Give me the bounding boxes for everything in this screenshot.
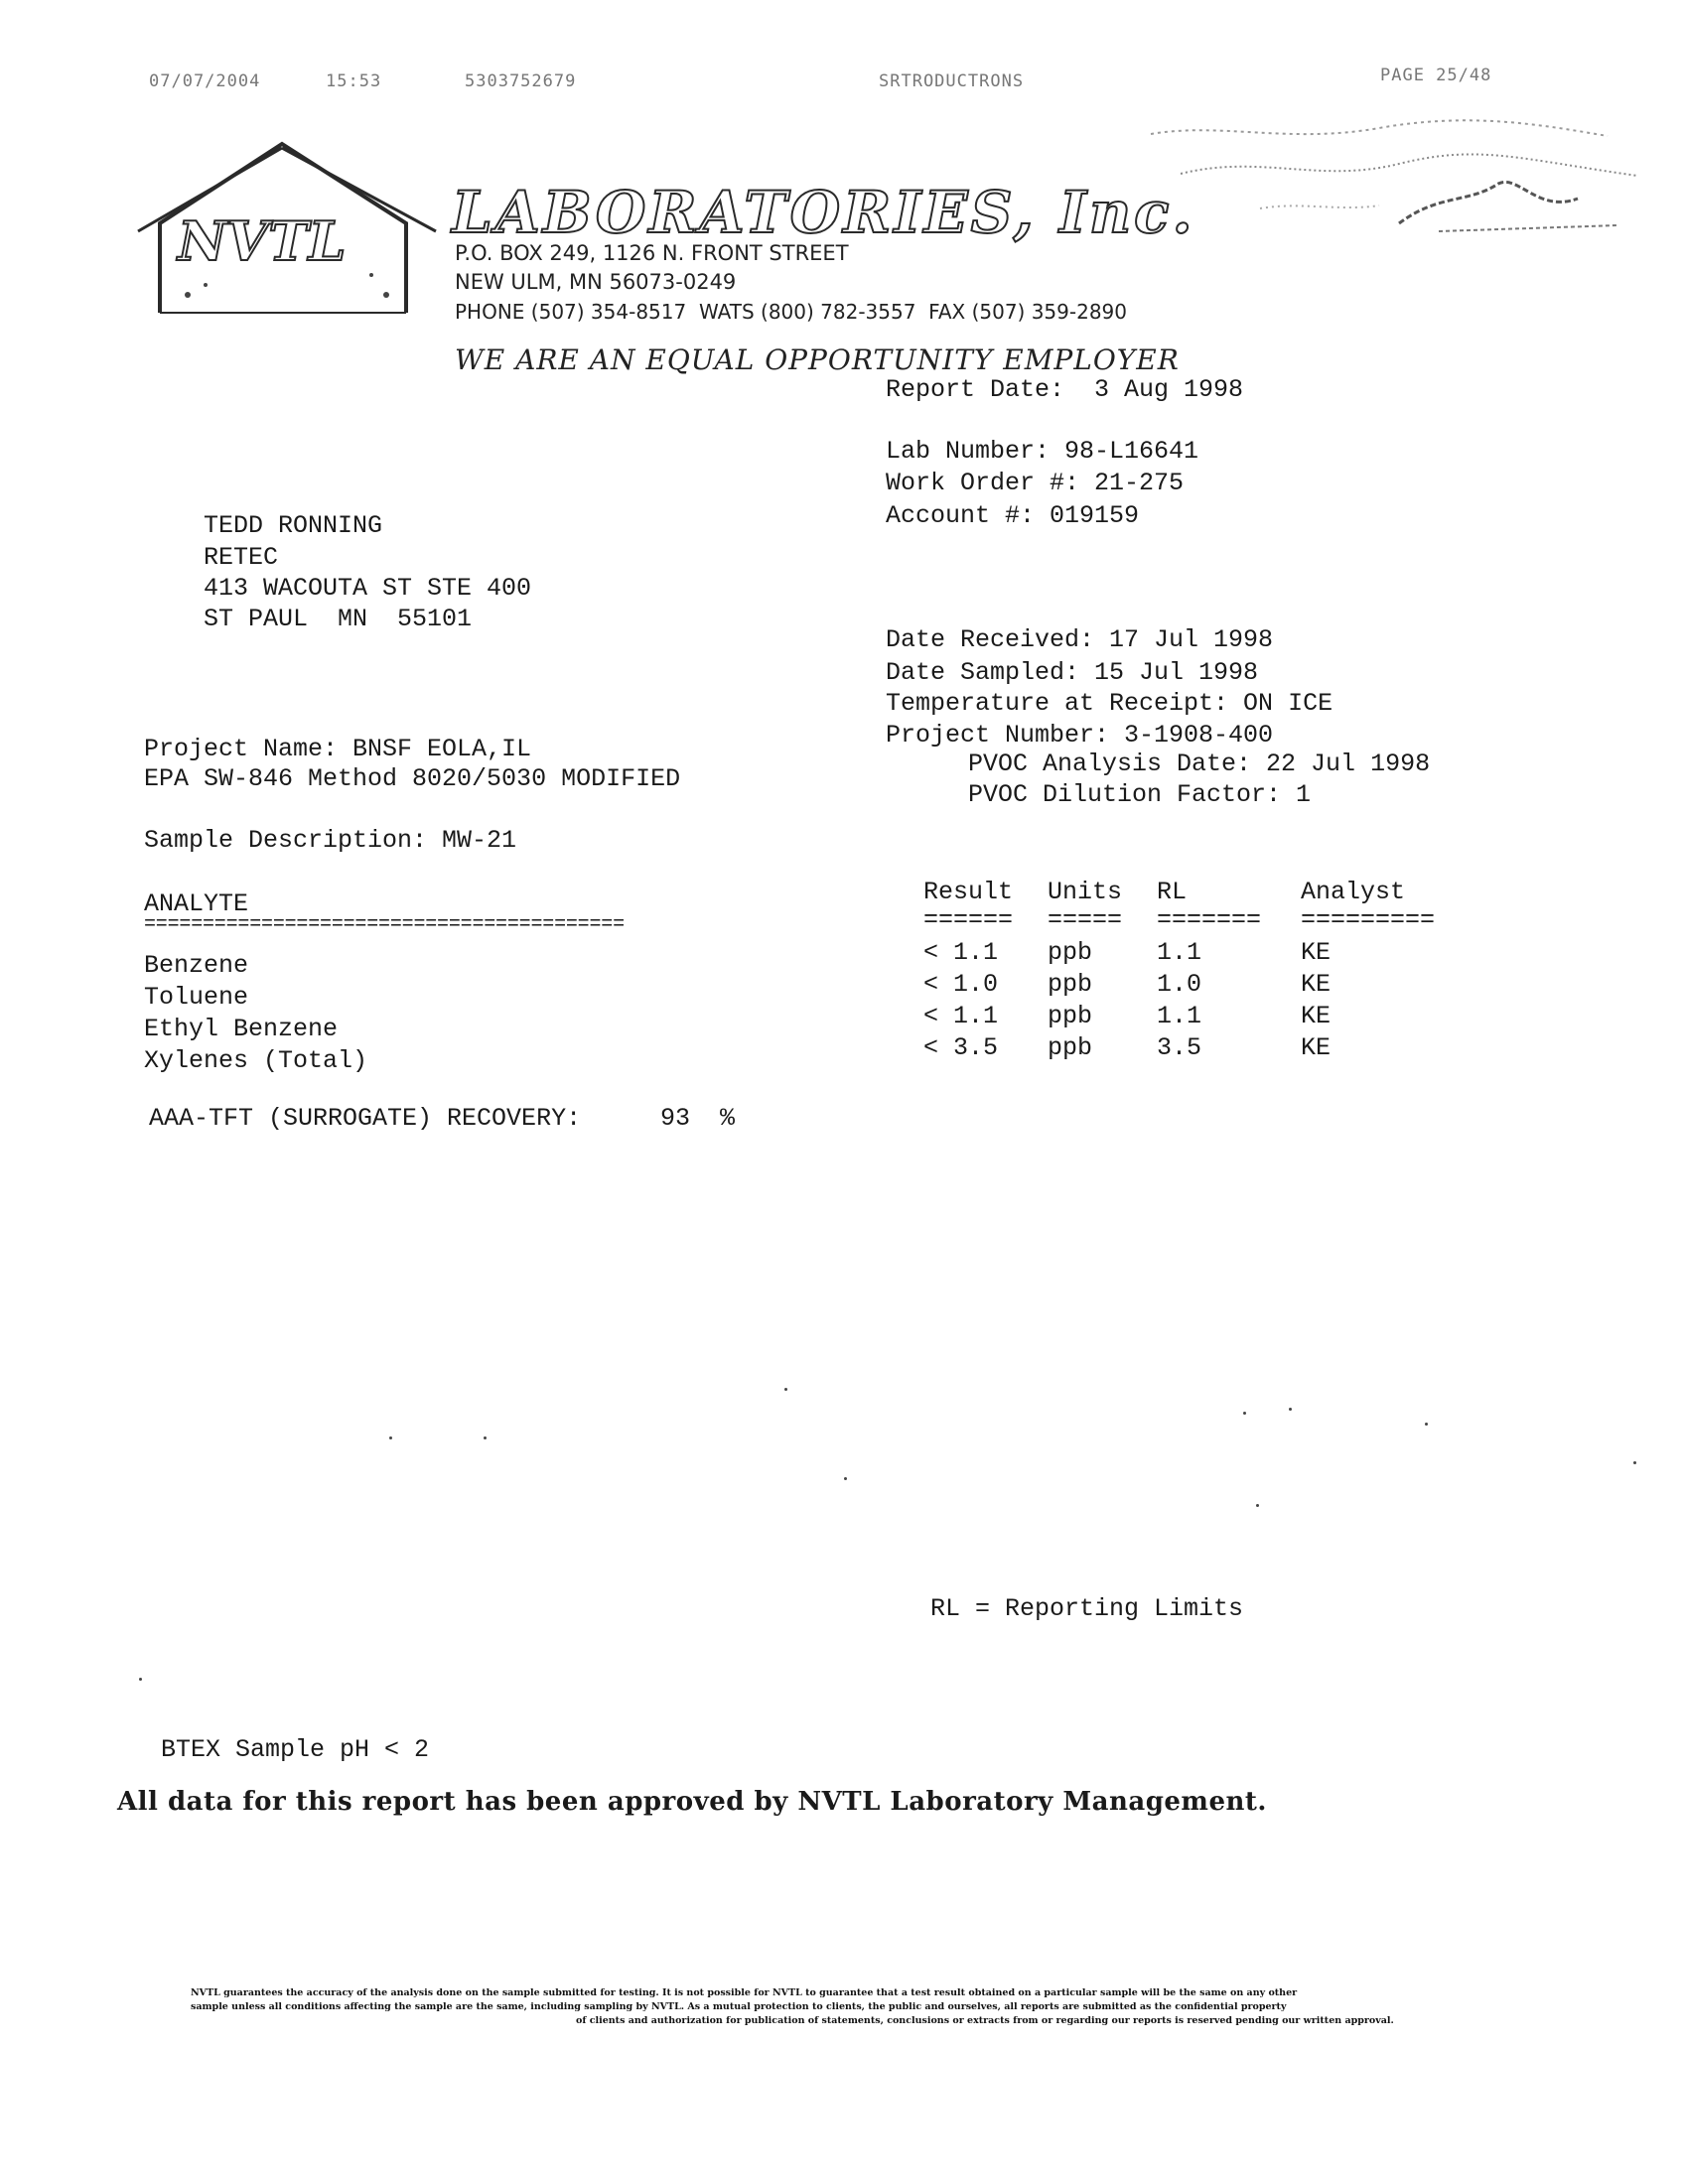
disclaimer-line3: of clients and authorization for publication of statements, conclusions or extracts from or regarding our reports is reserved pending our written approval. (576, 2015, 1394, 2026)
disclaimer-line2: sample unless all conditions affecting the sample are the same, including sampling by NVTL. As a mutual protection to clients, the public and ourselves, all reports are submitted as the confidential property (191, 2001, 1287, 2012)
signature-stamp (1122, 95, 1638, 224)
analyst-initials: KE (1301, 938, 1332, 967)
date-sampled: Date Sampled: 15 Jul 1998 (886, 658, 1259, 687)
rule-analyte: ========================================= (144, 913, 625, 936)
fax-page-number: PAGE 25/48 (1380, 66, 1492, 85)
analyte-name: Toluene (144, 983, 249, 1012)
recipient-city: ST PAUL MN 55101 (204, 605, 473, 633)
reporting-limit: 1.1 (1157, 938, 1202, 967)
analyst-initials: KE (1301, 1033, 1332, 1062)
date-received: Date Received: 17 Jul 1998 (886, 625, 1274, 654)
recipient-street: 413 WACOUTA ST STE 400 (204, 574, 532, 603)
project-name: Project Name: BNSF EOLA,IL (144, 735, 532, 763)
fax-sender: SRTRODUCTRONS (879, 71, 1025, 91)
recipient-name: TEDD RONNING (204, 511, 383, 540)
analyte-name: Benzene (144, 951, 249, 980)
analyst-initials: KE (1301, 1002, 1332, 1030)
fax-time: 15:53 (326, 71, 382, 91)
disclaimer-line1: NVTL guarantees the accuracy of the analysis done on the sample submitted for testing. It is not possible for NVTL to guarantee that a test result obtained on a particular sample will be the same on any other (191, 1987, 1298, 1998)
recipient-company: RETEC (204, 543, 279, 572)
company-phone-line: PHONE (507) 354-8517 WATS (800) 782-3557 FAX (507) 359-2890 (455, 300, 1127, 324)
header-analyst: Analyst (1301, 878, 1406, 906)
surrogate-unit: % (720, 1104, 736, 1133)
header-analyte: ANALYTE (144, 889, 249, 918)
rl-note: RL = Reporting Limits (930, 1594, 1244, 1623)
result-value: < 1.0 (923, 970, 999, 999)
result-units: ppb (1048, 1002, 1093, 1030)
header-result: Result (923, 878, 1014, 906)
pvoc-analysis-date: PVOC Analysis Date: 22 Jul 1998 (968, 750, 1431, 778)
temperature-at-receipt: Temperature at Receipt: ON ICE (886, 689, 1333, 718)
btex-ph-note: BTEX Sample pH < 2 (161, 1735, 430, 1764)
analyte-name: Ethyl Benzene (144, 1015, 339, 1043)
equal-opportunity-statement: WE ARE AN EQUAL OPPORTUNITY EMPLOYER (455, 343, 1180, 376)
project-number: Project Number: 3-1908-400 (886, 721, 1274, 750)
header-units: Units (1048, 878, 1123, 906)
test-method: EPA SW-846 Method 8020/5030 MODIFIED (144, 764, 681, 793)
report-date: Report Date: 3 Aug 1998 (886, 375, 1244, 404)
pvoc-dilution-factor: PVOC Dilution Factor: 1 (968, 780, 1312, 809)
rule-rl: ======= (1157, 905, 1262, 934)
company-logo (99, 117, 427, 296)
sample-description: Sample Description: MW-21 (144, 826, 517, 855)
rule-result: ====== (923, 905, 1014, 934)
logo-text: NVTL (178, 209, 347, 273)
account-number: Account #: 019159 (886, 501, 1140, 530)
reporting-limit: 1.0 (1157, 970, 1202, 999)
surrogate-label: AAA-TFT (SURROGATE) RECOVERY: (149, 1104, 582, 1133)
header-rl: RL (1157, 878, 1188, 906)
reporting-limit: 3.5 (1157, 1033, 1202, 1062)
reporting-limit: 1.1 (1157, 1002, 1202, 1030)
company-address-line2: NEW ULM, MN 56073-0249 (455, 270, 737, 294)
rule-units: ===== (1048, 905, 1123, 934)
analyte-name: Xylenes (Total) (144, 1046, 368, 1075)
result-value: < 3.5 (923, 1033, 999, 1062)
surrogate-value: 93 (660, 1104, 691, 1133)
rule-analyst: ========= (1301, 905, 1436, 934)
result-units: ppb (1048, 1033, 1093, 1062)
result-value: < 1.1 (923, 938, 999, 967)
result-units: ppb (1048, 938, 1093, 967)
approval-statement: All data for this report has been approved by NVTL Laboratory Management. (117, 1787, 1267, 1817)
lab-number: Lab Number: 98-L16641 (886, 437, 1199, 466)
fax-date: 07/07/2004 (149, 71, 261, 91)
work-order: Work Order #: 21-275 (886, 469, 1185, 497)
company-name: LABORATORIES, Inc. (452, 179, 1195, 246)
result-units: ppb (1048, 970, 1093, 999)
company-address-line1: P.O. BOX 249, 1126 N. FRONT STREET (455, 241, 849, 265)
result-value: < 1.1 (923, 1002, 999, 1030)
fax-number: 5303752679 (465, 71, 577, 91)
analyst-initials: KE (1301, 970, 1332, 999)
